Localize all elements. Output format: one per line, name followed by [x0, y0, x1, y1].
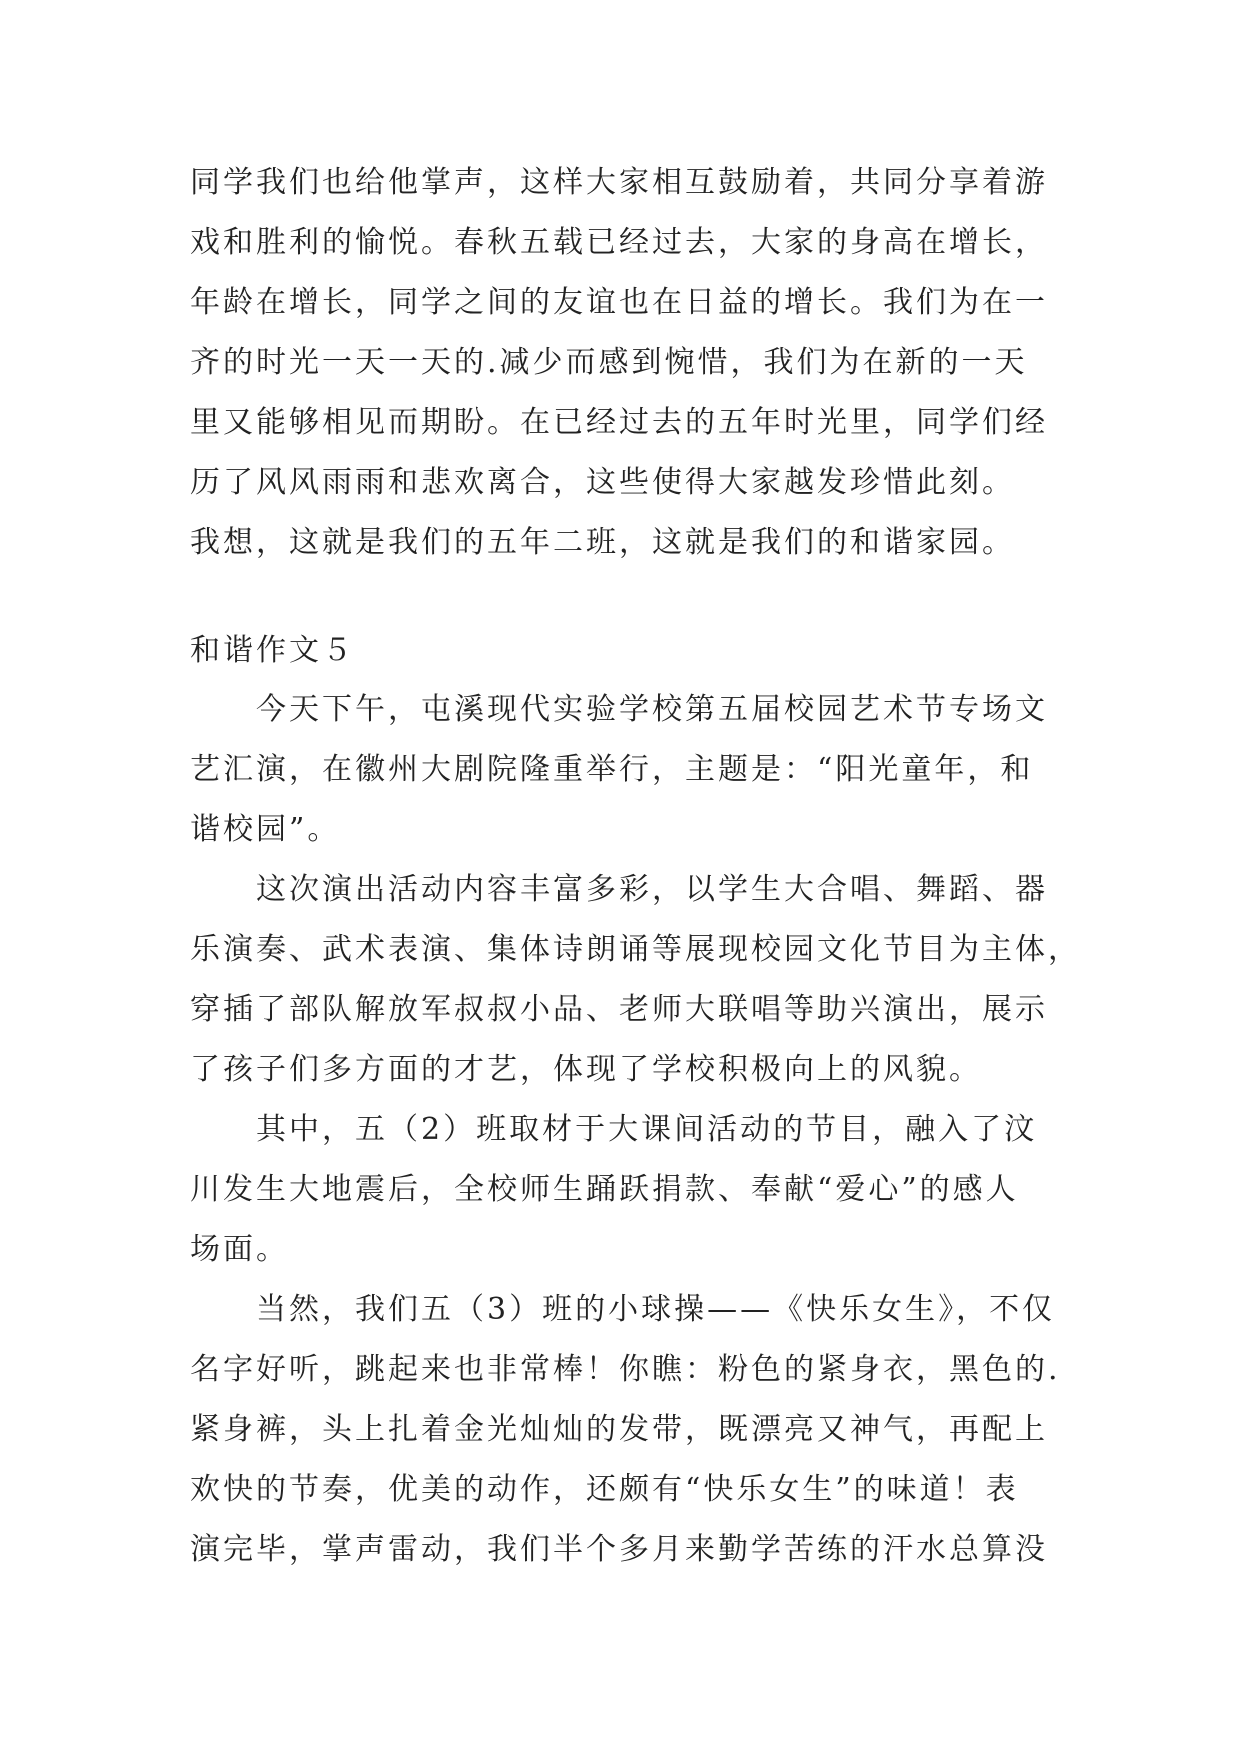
- paragraph: [190, 1100, 1060, 1280]
- text-line: 今天下午，屯溪现代实验学校第五届校园艺术节专场文: [256, 692, 1048, 727]
- text-line: 这次演出活动内容丰富多彩，以学生大合唱、舞蹈、器: [256, 872, 1048, 907]
- text-line: 戏和胜利的愉悦。春秋五载已经过去，大家的身高在增长，: [190, 225, 1048, 260]
- text-line: 欢快的节奏，优美的动作，还颇有“快乐女生”的味道！表: [190, 1472, 1019, 1507]
- text-line: 其中，五（2）班取材于大课间活动的节目，融入了汶: [256, 1112, 1038, 1147]
- continuation-paragraph: [190, 153, 1060, 573]
- text-line: 乐演奏、武术表演、集体诗朗诵等展现校园文化节目为主体，: [190, 932, 1081, 967]
- paragraph: [190, 1280, 1060, 1580]
- text-line: 演完毕，掌声雷动，我们半个多月来勤学苦练的汗水总算没: [190, 1532, 1048, 1567]
- section-heading: 和谐作文５: [190, 633, 355, 668]
- text-line: 紧身裤，头上扎着金光灿灿的发带，既漂亮又神气，再配上: [190, 1412, 1048, 1447]
- paragraph: [190, 680, 1060, 860]
- text-line: 穿插了部队解放军叔叔小品、老师大联唱等助兴演出，展示: [190, 992, 1048, 1027]
- paragraph: [190, 860, 1081, 1100]
- text-line: 齐的时光一天一天的.减少而感到惋惜，我们为在新的一天: [190, 345, 1028, 380]
- text-line: 场面。: [190, 1232, 289, 1267]
- text-line: 名字好听，跳起来也非常棒！你瞧：粉色的紧身衣，黑色的.: [190, 1352, 1061, 1387]
- text-line: 里又能够相见而期盼。在已经过去的五年时光里，同学们经: [190, 405, 1048, 440]
- text-line: 了孩子们多方面的才艺，体现了学校积极向上的风貌。: [190, 1052, 982, 1087]
- text-line: 当然，我们五（3）班的小球操——《快乐女生》，不仅: [256, 1292, 1056, 1327]
- essay-body: [190, 680, 1081, 1580]
- text-line: 艺汇演，在徽州大剧院隆重举行，主题是：“阳光童年，和: [190, 752, 1034, 787]
- text-line: 谐校园”。: [190, 812, 341, 847]
- text-line: 年龄在增长，同学之间的友谊也在日益的增长。我们为在一: [190, 285, 1048, 320]
- text-line: 同学我们也给他掌声，这样大家相互鼓励着，共同分享着游: [190, 165, 1048, 200]
- text-line: 川发生大地震后，全校师生踊跃捐款、奉献“爱心”的感人: [190, 1172, 1019, 1207]
- text-line: 我想，这就是我们的五年二班，这就是我们的和谐家园。: [190, 525, 1015, 560]
- text-line: 历了风风雨雨和悲欢离合，这些使得大家越发珍惜此刻。: [190, 465, 1015, 500]
